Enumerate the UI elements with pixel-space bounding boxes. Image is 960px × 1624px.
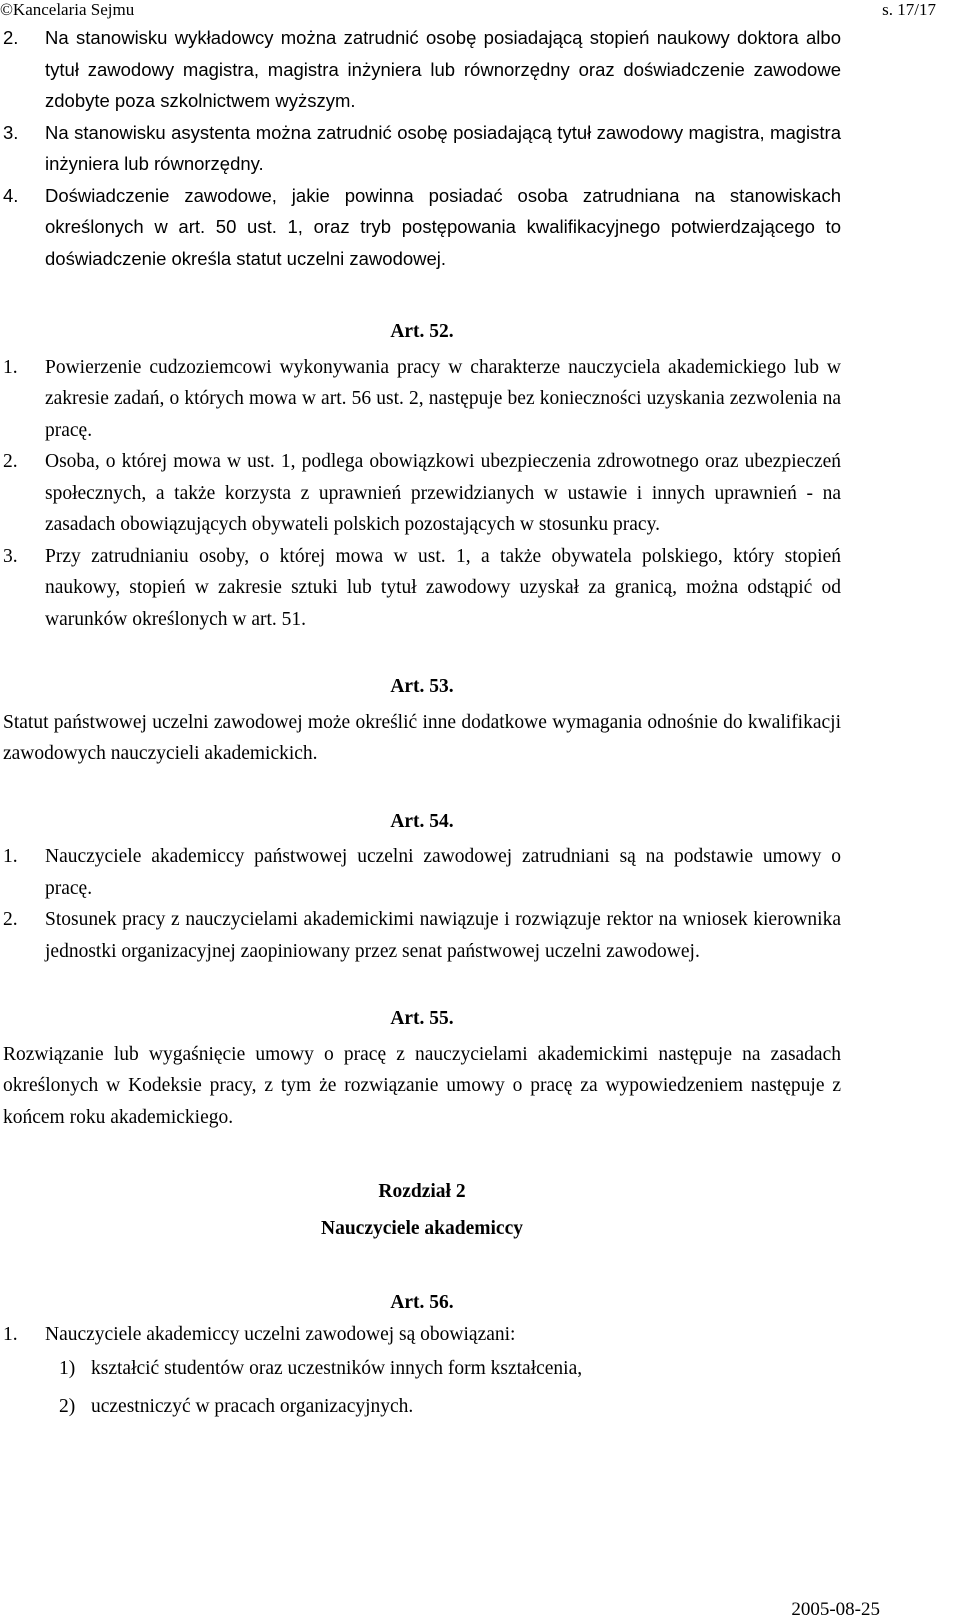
art51-item-3 [3, 117, 841, 180]
item-text: Przy zatrudnianiu osoby, o której mowa w ust. 1, a także obywatela polskiego, który stopień naukowy, stopień w zakresie sztuki lub tytuł zawodowy uzyskał za granicą, można odstąpić od warunków określonych w art. 51. [45, 545, 841, 630]
header-source: ©Kancelaria Sejmu [0, 0, 135, 19]
art54-item-1 [3, 841, 841, 904]
point-number: 1) [59, 1358, 76, 1379]
art53-title: Art. 53. [390, 676, 454, 697]
art56-item-1 [3, 1319, 841, 1351]
item-number: 2. [3, 451, 18, 472]
art53-text: Statut państwowej uczelni zawodowej może określić inne dodatkowe wymagania odnośnie do kwalifikacji zawodowych nauczycieli akademickich. [3, 711, 841, 764]
art51-item-2 [3, 22, 841, 117]
item-number: 1. [3, 846, 18, 867]
art55-title: Art. 55. [390, 1008, 454, 1029]
art52-item-2 [3, 446, 841, 541]
header-page-number: s. 17/17 [882, 0, 936, 19]
item-text: Nauczyciele akademiccy uczelni zawodowej są obowiązani: [45, 1323, 516, 1345]
main-text [3, 316, 841, 1426]
item-number: 1. [3, 356, 18, 378]
item-text: Stosunek pracy z nauczycielami akademickimi nawiązuje i rozwiązuje rektor na wniosek kierownika jednostki organizacyjnej zaopiniowany przez senat państwowej uczelni zawodowej. [45, 909, 841, 962]
item-number: 2. [3, 27, 19, 48]
chapter-number: Rozdział 2 [378, 1181, 466, 1202]
item-number: 2. [3, 909, 18, 930]
item-text: Powierzenie cudzoziemcowi wykonywania pracy w charakterze nauczyciela akademickiego lub w zakresie zadań, o których mowa w art. 56 ust. 2, następuje bez konieczności uzyskania zezwolenia na pracę. [45, 356, 841, 441]
point-text: kształcić studentów oraz uczestników innych form kształcenia, [91, 1358, 583, 1379]
art54-title: Art. 54. [390, 810, 454, 832]
chapter-title: Nauczyciele akademiccy [321, 1218, 523, 1239]
footer-date: 2005-08-25 [791, 1599, 880, 1620]
art55-text: Rozwiązanie lub wygaśnięcie umowy o pracę z nauczycielami akademickimi następuje na zasadach określonych w Kodeksie pracy, z tym że rozwiązanie umowy o pracę za wypowiedzeniem następuje z końcem roku akademickiego. [3, 1043, 841, 1128]
point-number: 2) [59, 1396, 76, 1417]
item-text: Na stanowisku wykładowcy można zatrudnić osobę posiadającą stopień naukowy doktora albo tytuł zawodowy magistra, magistra inżyniera lub równorzędny oraz doświadczenie zawodowe zdobyte poza szkolnictwem wyższym. [45, 27, 841, 111]
item-text: Osoba, o której mowa w ust. 1, podlega obowiązkowi ubezpieczenia zdrowotnego oraz ubezpieczeń społecznych, a także korzysta z uprawnień przewidzianych w ustawie i innych uprawnień - na zasadach obowiązujących obywateli polskich pozostających w stosunku pracy. [45, 451, 841, 535]
art56-point-1 [3, 1350, 841, 1388]
art56-point-2 [3, 1388, 841, 1426]
art51-continuation [3, 22, 841, 274]
art54-item-2 [3, 904, 841, 967]
item-text: Na stanowisku asystenta można zatrudnić osobę posiadającą tytuł zawodowy magistra, magistra inżyniera lub równorzędny. [45, 121, 841, 174]
point-text: uczestniczyć w pracach organizacyjnych. [91, 1396, 414, 1417]
art52-item-3 [3, 541, 841, 636]
item-text: Nauczyciele akademiccy państwowej uczelni zawodowej zatrudniani są na podstawie umowy o pracę. [45, 846, 841, 899]
art52-title: Art. 52. [390, 321, 454, 342]
item-number: 3. [3, 121, 19, 143]
art56-title: Art. 56. [390, 1292, 454, 1313]
item-number: 3. [3, 545, 18, 567]
item-text: Doświadczenie zawodowe, jakie powinna posiadać osoba zatrudniana na stanowiskach określonych w art. 50 ust. 1, oraz tryb postępowania kwalifikacyjnego potwierdzającego to doświadczenie określa statut uczelni zawodowej. [45, 184, 841, 269]
item-number: 1. [3, 1323, 18, 1345]
item-number: 4. [3, 184, 19, 206]
art51-item-4 [3, 180, 841, 275]
art52-item-1 [3, 352, 841, 447]
